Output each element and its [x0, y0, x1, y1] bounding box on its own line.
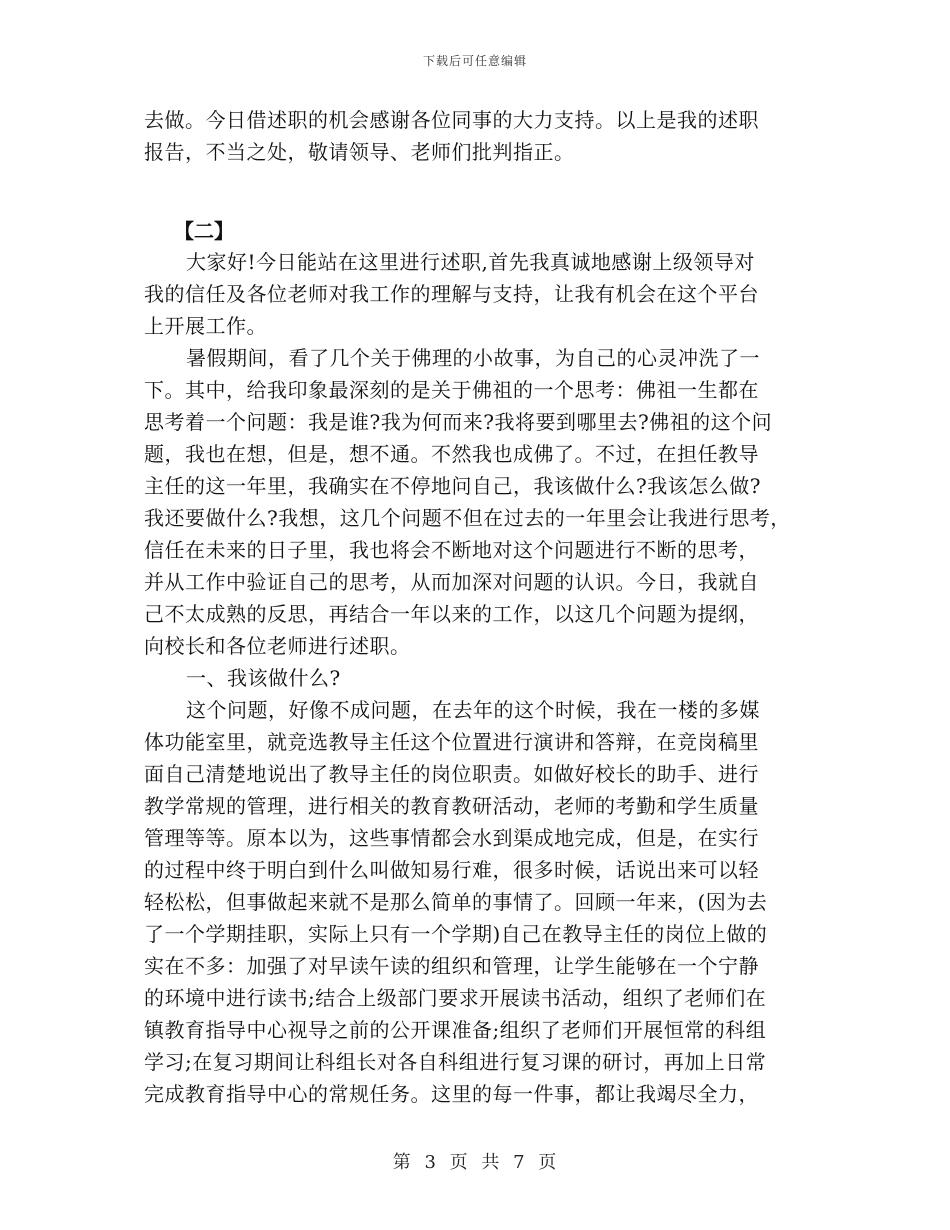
text-line: 大家好!今日能站在这里进行述职,首先我真诚地感谢上级领导对 — [186, 250, 755, 274]
text-line: 并从工作中验证自己的思考，从而加深对问题的认识。今日，我就自 — [144, 570, 759, 594]
text-line: 报告，不当之处，敬请领导、老师们批判指正。 — [144, 140, 575, 164]
text-line: 的过程中终于明白到什么叫做知易行难，很多时候，话说出来可以轻 — [144, 858, 759, 882]
text-line: 实在不多：加强了对早读午读的组织和管理，让学生能够在一个宁静 — [144, 954, 759, 978]
subsection-heading: 一、我该做什么? — [186, 666, 341, 690]
text-line: 去做。今日借述职的机会感谢各位同事的大力支持。以上是我的述职 — [144, 108, 759, 132]
section-heading: 【二】 — [174, 219, 234, 243]
text-line: 了一个学期挂职，实际上只有一个学期)自己在教导主任的岗位上做的 — [144, 922, 768, 946]
text-line: 的环境中进行读书;结合上级部门要求开展读书活动，组织了老师们在 — [144, 986, 767, 1010]
text-line: 镇教育指导中心视导之前的公开课准备;组织了老师们开展恒常的科组 — [144, 1018, 767, 1042]
text-line: 向校长和各位老师进行述职。 — [144, 634, 411, 658]
text-line: 信任在未来的日子里，我也将会不断地对这个问题进行不断的思考， — [144, 538, 759, 562]
text-line: 主任的这一年里，我确实在不停地问自己，我该做什么?我该怎么做? — [144, 474, 761, 498]
text-line: 教学常规的管理，进行相关的教育教研活动，老师的考勤和学生质量 — [144, 794, 759, 818]
text-line: 思考着一个问题：我是谁?我为何而来?我将要到哪里去?佛祖的这个问 — [144, 410, 773, 434]
text-line: 完成教育指导中心的常规任务。这里的每一件事，都让我竭尽全力， — [144, 1082, 759, 1106]
text-line: 暑假期间，看了几个关于佛理的小故事，为自己的心灵冲洗了一 — [186, 346, 760, 370]
text-line: 体功能室里，就竞选教导主任这个位置进行演讲和答辩，在竞岗稿里 — [144, 730, 759, 754]
text-line: 我还要做什么?我想，这几个问题不但在过去的一年里会让我进行思考， — [144, 506, 791, 530]
text-line: 我的信任及各位老师对我工作的理解与支持，让我有机会在这个平台 — [144, 282, 759, 306]
document-body — [144, 104, 824, 1110]
text-line: 题，我也在想，但是，想不通。不然我也成佛了。不过，在担任教导 — [144, 442, 759, 466]
page-number: 第 3 页 共 7 页 — [392, 1152, 558, 1173]
text-line: 面自己清楚地说出了教导主任的岗位职责。如做好校长的助手、进行 — [144, 762, 759, 786]
text-line: 学习;在复习期间让科组长对各自科组进行复习课的研讨，再加上日常 — [144, 1050, 767, 1074]
text-line: 管理等等。原本以为，这些事情都会水到渠成地完成，但是，在实行 — [144, 826, 759, 850]
text-line: 上开展工作。 — [144, 314, 267, 338]
text-line: 己不太成熟的反思，再结合一年以来的工作，以这几个问题为提纲， — [144, 602, 759, 626]
text-line: 这个问题，好像不成问题，在去年的这个时候，我在一楼的多媒 — [186, 698, 760, 722]
text-line: 下。其中，给我印象最深刻的是关于佛祖的一个思考：佛祖一生都在 — [144, 378, 759, 402]
page-header: 下载后可任意编辑 — [422, 54, 527, 68]
text-line: 轻松松，但事做起来就不是那么简单的事情了。回顾一年来，(因为去 — [144, 890, 768, 914]
